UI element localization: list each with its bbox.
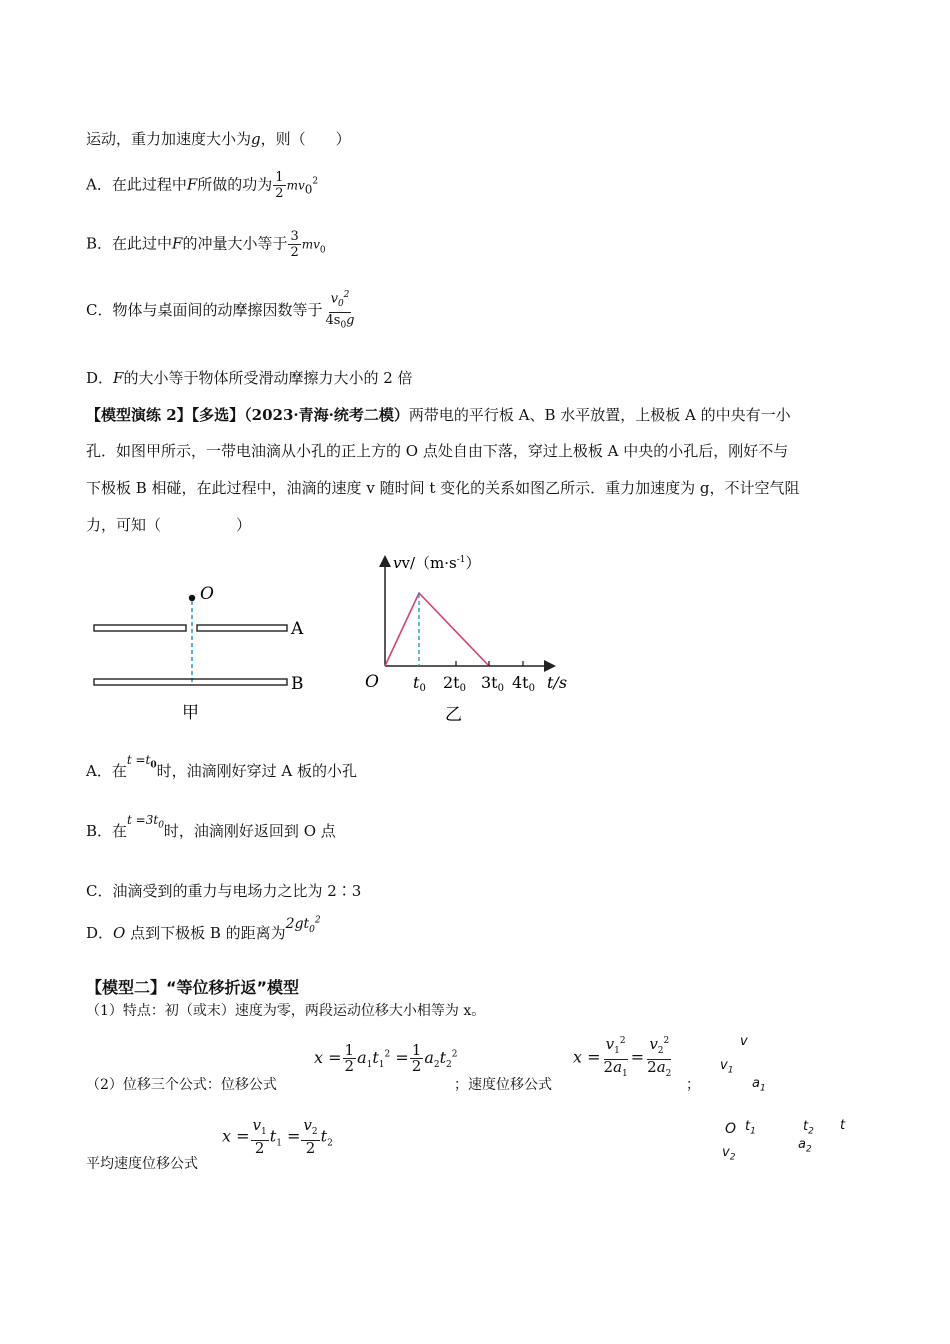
graph-label-t: t — [840, 1118, 846, 1133]
q2-option-b-suffix: 时，油滴刚好返回到 O 点 — [163, 822, 336, 840]
frac-numerator: 3 — [290, 229, 299, 244]
q2-option-b[interactable] — [86, 813, 336, 842]
q1-option-d-var: F — [113, 369, 124, 387]
q2-line2: 孔．如图甲所示，一带电油滴从小孔的正上方的 O 点处自由下落，穿过上极板 A 中央的小孔后，刚好不与 — [86, 442, 789, 460]
tick-label-2t0: 2t0 — [443, 673, 466, 694]
q1-stem-tail: 运动，重力加速度大小为g，则（ ） — [86, 130, 351, 148]
q2-option-d-mid: 点到下极板 B 的距离为 — [125, 924, 286, 942]
velocity-displacement-formula: x = $\frac{v_1^2}{2a_1}$ = $\frac{v_2^2}{2a_2}$ — [573, 1035, 672, 1079]
q2-tag: 【模型演练 2】【多选】（2023·青海·统考二模） — [86, 406, 409, 424]
q2-option-c[interactable]: C．油滴受到的重力与电场力之比为 2∶3 — [86, 882, 362, 900]
figure-jia — [86, 575, 326, 725]
tick-label-t0: t0 — [413, 673, 426, 694]
velocity-curve — [385, 593, 489, 666]
q2-option-d[interactable] — [86, 915, 321, 945]
q2-option-b-prefix: B．在 — [86, 822, 128, 840]
q1-option-b-fraction — [288, 229, 300, 260]
plate-a-right — [197, 625, 287, 631]
q1-option-c-text: C．物体与桌面间的动摩擦因数等于 — [86, 300, 323, 319]
q2-line1-rest: 两带电的平行板 A、B 水平放置，上极板 A 的中央有一小 — [408, 406, 791, 424]
q2-option-a-suffix: 时，油滴刚好穿过 A 板的小孔 — [156, 762, 357, 780]
q2-option-d-prefix: D． — [86, 924, 114, 942]
q1-option-b-var: F — [172, 234, 183, 253]
oil-drop-point — [189, 595, 195, 601]
q1-option-d[interactable] — [86, 367, 413, 388]
graph-label-v1: $v_1$ — [720, 1058, 734, 1076]
model2-formulas-intro: （2）位移三个公式：位移公式 — [86, 1077, 277, 1093]
model2-feature: （1）特点：初（或末）速度为零，两段运动位移大小相等为 x。 — [86, 1003, 486, 1019]
figure-yi-caption: 乙 — [445, 705, 462, 725]
average-velocity-formula: x = $\frac{v_1}{2}$ $t_1$ = $\frac{v_2}{2}$ $t_2$ — [222, 1116, 333, 1157]
model2-sep2: ； — [686, 1077, 700, 1093]
x-axis-label: t/s — [547, 673, 568, 692]
q2-line3: 下极板 B 相碰，在此过程中，油滴的速度 v 随时间 t 变化的关系如图乙所示．重力加速度为 g，不计空气阻 — [86, 479, 800, 497]
q2-option-d-formula: $2gt_0^2$ — [285, 915, 321, 935]
tick-label-3t0: 3t0 — [481, 673, 504, 694]
q1-option-d-text: 的大小等于物体所受滑动摩擦力大小的 2 倍 — [123, 369, 413, 387]
frac-denominator: 2 — [275, 186, 284, 201]
q1-option-a-expr: mv — [286, 178, 305, 193]
frac-denominator: $4s_0g$ — [325, 312, 355, 331]
q1-option-a[interactable]: A．在此过程中F所做的功为 $\frac{1}{2}$ $mv_0^2$ — [86, 170, 319, 201]
q2-option-a[interactable] — [86, 753, 357, 782]
graph-label-t1: $t_1$ — [745, 1119, 756, 1137]
plate-a-left — [94, 625, 186, 631]
q2-option-a-formula: t =t0 — [126, 753, 157, 771]
plate-b — [94, 679, 287, 685]
plate-b-label: B — [291, 674, 304, 694]
graph-label-a1: $a_1$ — [752, 1076, 766, 1094]
q1-option-b[interactable]: B．在此过中F的冲量大小等于 $\frac{3}{2}$ $mv_0$ — [86, 229, 326, 260]
q2-option-b-formula: t =3t0 — [127, 813, 164, 831]
q1-option-c[interactable] — [86, 288, 358, 334]
q2-line4: 力，可知（ ） — [86, 516, 252, 534]
graph-label-origin: O — [725, 1121, 737, 1137]
tick-label-4t0: 4t0 — [512, 673, 535, 694]
q1-option-b-prefix: B．在此过中 — [86, 234, 173, 253]
q1-option-a-mid: 所做的功为 — [197, 175, 273, 194]
graph-label-a2: $a_2$ — [798, 1137, 812, 1155]
graph-label-v2: $v_2$ — [722, 1145, 736, 1163]
frac-denominator: 2 — [290, 245, 299, 260]
point-o-label: O — [200, 584, 214, 604]
frac-numerator: 1 — [275, 170, 284, 185]
q2-option-d-var: O — [113, 924, 126, 942]
q1-option-b-mid: 的冲量大小等于 — [182, 234, 288, 253]
q1-option-c-fraction — [323, 288, 356, 334]
plate-a-label: A — [291, 619, 304, 639]
y-axis-label: $vv/(m\cdot s^{-1})$ — [393, 554, 481, 572]
q1-option-a-prefix: A．在此过程中 — [86, 175, 187, 194]
model2-sep1: ；速度位移公式 — [454, 1077, 552, 1093]
origin-label: O — [365, 672, 379, 692]
q1-option-d-prefix: D． — [86, 369, 114, 387]
q1-option-a-var: F — [186, 175, 198, 194]
q2-line1 — [86, 404, 791, 425]
model2-avg-label: 平均速度位移公式 — [86, 1156, 198, 1172]
model2-title: 【模型二】“等位移折返”模型 — [86, 978, 300, 997]
displacement-formula: x = $\frac{1}{2}$ $a_1t_1^2$ = $\frac{1}{2}$ $a_2t_2^2$ — [314, 1041, 458, 1075]
q2-option-a-prefix: A．在 — [86, 762, 127, 780]
graph-label-t2: $t_2$ — [803, 1119, 814, 1137]
frac-numerator: $v_0^2$ — [329, 288, 352, 313]
graph-label-v: v — [740, 1034, 748, 1049]
q1-option-a-fraction — [273, 170, 285, 201]
figure-yi — [355, 548, 585, 728]
figure-jia-caption: 甲 — [182, 703, 199, 723]
q1-option-b-expr: mv — [301, 237, 320, 252]
